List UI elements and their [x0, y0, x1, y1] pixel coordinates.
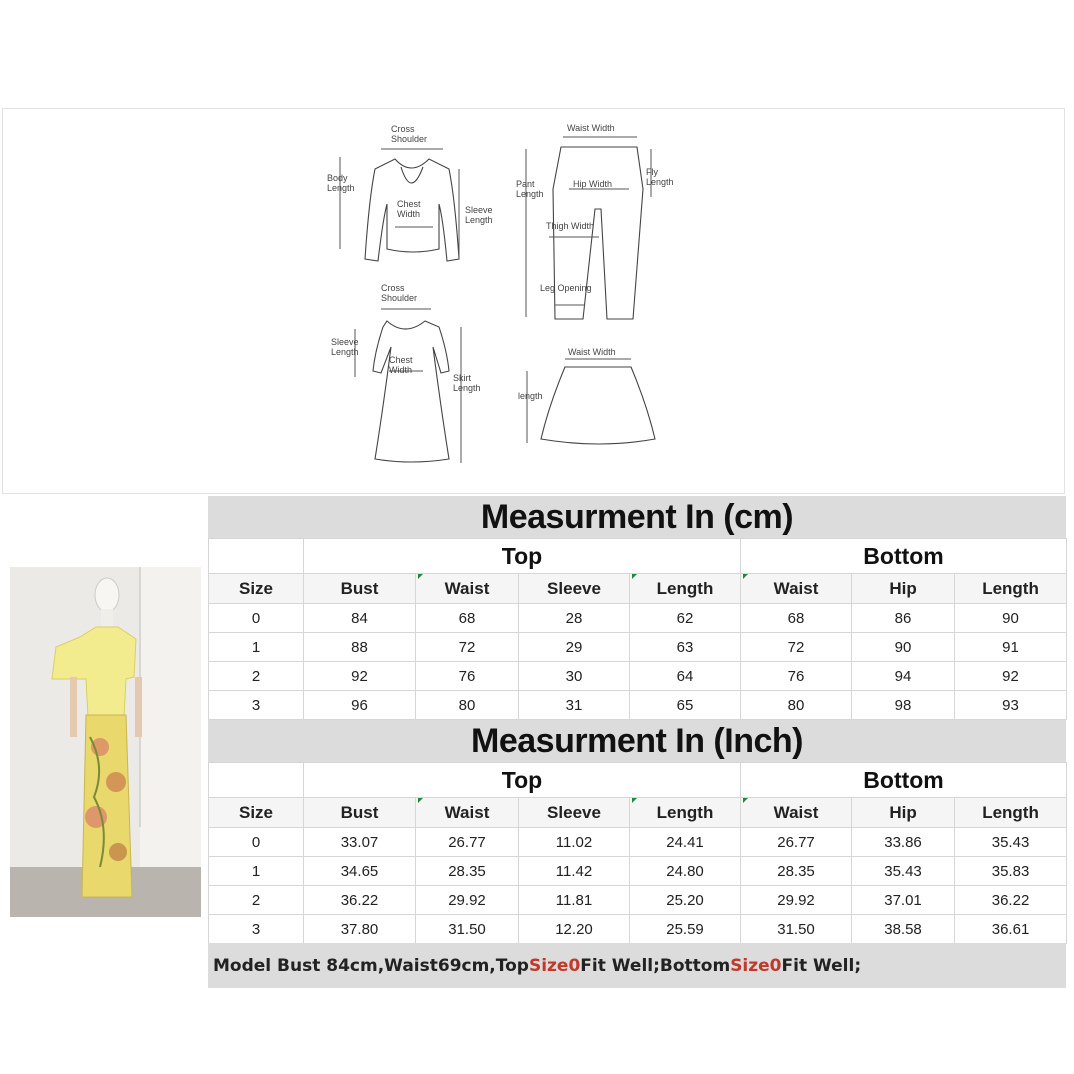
cm-group-bottom: Bottom [741, 539, 1067, 574]
table-cell: 72 [741, 633, 852, 662]
table-cell: 11.02 [519, 828, 630, 857]
table-cell: 31.50 [416, 915, 519, 944]
top-garment-diagram [327, 124, 493, 261]
pants-fly-length-label [646, 167, 674, 187]
inch-header-top-length-text: Length [656, 802, 714, 822]
table-cell: 68 [741, 604, 852, 633]
table-cell: 33.07 [304, 828, 416, 857]
cell-marker-icon [632, 798, 637, 803]
table-cell: 34.65 [304, 857, 416, 886]
table-cell: 62 [630, 604, 741, 633]
dress-diagram [331, 283, 481, 463]
inch-group-bottom: Bottom [741, 763, 1067, 798]
table-cell: 96 [304, 691, 416, 720]
table-cell: 65 [630, 691, 741, 720]
table-cell: 24.41 [630, 828, 741, 857]
table-cell: 29 [519, 633, 630, 662]
table-cell: 98 [852, 691, 955, 720]
table-cell: 3 [209, 691, 304, 720]
table-cell: 90 [852, 633, 955, 662]
table-cell: 93 [955, 691, 1067, 720]
table-cell: 25.59 [630, 915, 741, 944]
diagram-label-line: Fly [646, 167, 658, 177]
note-text-2: Fit Well;Bottom [580, 955, 731, 976]
diagram-label-line: Length [465, 215, 493, 225]
inch-table-title: Measurment In (Inch) [208, 720, 1066, 762]
diagram-label-line: Sleeve [465, 205, 493, 215]
table-cell: 2 [209, 886, 304, 915]
measurement-diagram-panel [2, 108, 1065, 494]
top-cross-shoulder-text [391, 124, 427, 144]
inch-header-top-waist [416, 798, 519, 828]
diagram-label-line: Width [389, 365, 413, 375]
table-cell: 24.80 [630, 857, 741, 886]
diagram-label-line: Shoulder [391, 134, 428, 144]
table-row [209, 828, 1067, 857]
table-cell: 35.43 [852, 857, 955, 886]
mannequin-illustration [10, 567, 201, 917]
cm-header-size: Size [209, 574, 304, 604]
table-cell: 38.58 [852, 915, 955, 944]
pants-length-label [516, 179, 544, 199]
diagram-label-line: Length [331, 347, 359, 357]
table-cell: 36.61 [955, 915, 1067, 944]
inch-header-top-length [630, 798, 741, 828]
table-cell: 1 [209, 633, 304, 662]
table-cell: 64 [630, 662, 741, 691]
cm-header-sleeve: Sleeve [519, 574, 630, 604]
diagram-label-line: Pant [516, 179, 535, 189]
pants-leg-opening-label: Leg Opening [540, 283, 592, 293]
table-cell: 25.20 [630, 886, 741, 915]
pants-thigh-width-label: Thigh Width [546, 221, 595, 231]
table-cell: 68 [416, 604, 519, 633]
top-cross-shoulder-label [391, 124, 427, 144]
table-cell: 12.20 [519, 915, 630, 944]
top-chest-width-label [397, 199, 421, 219]
diagram-label-line: Chest [389, 355, 413, 365]
dress-chest-width-label [389, 355, 413, 375]
note-text-1: Model Bust 84cm,Waist69cm,Top [213, 955, 529, 976]
diagram-label-line: Body [327, 173, 348, 183]
cm-group-top: Top [304, 539, 741, 574]
note-top-size: Size0 [528, 955, 581, 976]
diagram-label-line: Shoulder [381, 293, 418, 303]
table-cell: 86 [852, 604, 955, 633]
cm-header-top-waist-text: Waist [444, 578, 490, 598]
dress-sleeve-length-label [331, 337, 359, 357]
table-cell: 33.86 [852, 828, 955, 857]
diagram-label-line: Cross [381, 283, 405, 293]
diagram-label-line: Sleeve [331, 337, 359, 347]
cm-header-top-length-text: Length [656, 578, 714, 598]
diagram-label-line: Width [397, 209, 421, 219]
table-cell: 30 [519, 662, 630, 691]
inch-header-bust: Bust [304, 798, 416, 828]
inch-group-row [209, 763, 1067, 798]
cm-header-bottom-length: Length [955, 574, 1067, 604]
table-row [209, 886, 1067, 915]
pants-hip-width-label: Hip Width [573, 179, 613, 189]
diagram-label-line: Skirt [453, 373, 471, 383]
pants-waist-width-label: Waist Width [567, 123, 615, 133]
table-row [209, 915, 1067, 944]
table-row [209, 857, 1067, 886]
inch-header-bottom-length: Length [955, 798, 1067, 828]
table-cell: 3 [209, 915, 304, 944]
note-text-3: Fit Well; [781, 955, 862, 976]
dress-skirt-length-label [453, 373, 481, 393]
diagram-label-line: Length [646, 177, 674, 187]
table-cell: 76 [741, 662, 852, 691]
cm-header-bottom-waist-text: Waist [773, 578, 819, 598]
diagram-label-line: Length [516, 189, 544, 199]
table-cell: 28 [519, 604, 630, 633]
cm-table [208, 538, 1067, 720]
inch-header-bottom-waist [741, 798, 852, 828]
table-cell: 26.77 [416, 828, 519, 857]
table-cell: 84 [304, 604, 416, 633]
table-cell: 80 [741, 691, 852, 720]
table-cell: 31.50 [741, 915, 852, 944]
table-row [209, 691, 1067, 720]
table-cell: 0 [209, 828, 304, 857]
table-cell: 36.22 [304, 886, 416, 915]
cm-group-row [209, 539, 1067, 574]
table-cell: 11.81 [519, 886, 630, 915]
model-fit-note [208, 943, 1066, 988]
model-photo [10, 567, 201, 917]
cm-header-bottom-waist [741, 574, 852, 604]
inch-header-bottom-waist-text: Waist [773, 802, 819, 822]
cm-header-row [209, 574, 1067, 604]
table-cell: 72 [416, 633, 519, 662]
cm-header-top-waist [416, 574, 519, 604]
table-cell: 91 [955, 633, 1067, 662]
cm-table-title: Measurment In (cm) [208, 496, 1066, 538]
table-cell: 92 [304, 662, 416, 691]
skirt-waist-width-label: Waist Width [568, 347, 616, 357]
diagram-label-line: Chest [397, 199, 421, 209]
pants-diagram [516, 123, 674, 319]
inch-header-sleeve: Sleeve [519, 798, 630, 828]
cell-marker-icon [743, 798, 748, 803]
table-row [209, 662, 1067, 691]
table-row [209, 633, 1067, 662]
top-body-length-label [327, 173, 355, 193]
diagram-label-line: Length [453, 383, 481, 393]
inch-group-empty [209, 763, 304, 798]
table-cell: 94 [852, 662, 955, 691]
table-cell: 90 [955, 604, 1067, 633]
inch-header-row [209, 798, 1067, 828]
table-cell: 37.01 [852, 886, 955, 915]
table-cell: 37.80 [304, 915, 416, 944]
table-cell: 11.42 [519, 857, 630, 886]
cell-marker-icon [418, 798, 423, 803]
inch-header-hip: Hip [852, 798, 955, 828]
note-bottom-size: Size0 [730, 955, 782, 976]
diagram-label-line: Cross [391, 124, 415, 134]
table-cell: 36.22 [955, 886, 1067, 915]
cm-group-empty [209, 539, 304, 574]
cm-header-bust: Bust [304, 574, 416, 604]
inch-group-top: Top [304, 763, 741, 798]
inch-header-size: Size [209, 798, 304, 828]
top-sleeve-length-label [465, 205, 493, 225]
table-cell: 31 [519, 691, 630, 720]
table-cell: 35.83 [955, 857, 1067, 886]
diagram-label-line: Length [327, 183, 355, 193]
table-cell: 26.77 [741, 828, 852, 857]
cm-header-top-length [630, 574, 741, 604]
table-cell: 2 [209, 662, 304, 691]
table-cell: 28.35 [416, 857, 519, 886]
inch-table [208, 762, 1067, 944]
table-cell: 0 [209, 604, 304, 633]
table-cell: 29.92 [741, 886, 852, 915]
table-cell: 29.92 [416, 886, 519, 915]
table-cell: 88 [304, 633, 416, 662]
table-cell: 28.35 [741, 857, 852, 886]
table-cell: 1 [209, 857, 304, 886]
cell-marker-icon [632, 574, 637, 579]
skirt-diagram [518, 347, 655, 444]
table-cell: 92 [955, 662, 1067, 691]
table-cell: 63 [630, 633, 741, 662]
measurement-diagrams [3, 109, 1066, 495]
table-cell: 35.43 [955, 828, 1067, 857]
table-cell: 76 [416, 662, 519, 691]
cm-header-hip: Hip [852, 574, 955, 604]
size-chart [208, 496, 1066, 944]
cell-marker-icon [743, 574, 748, 579]
table-cell: 80 [416, 691, 519, 720]
table-row [209, 604, 1067, 633]
cell-marker-icon [418, 574, 423, 579]
skirt-length-label: length [518, 391, 543, 401]
dress-cross-shoulder-label [381, 283, 417, 303]
inch-header-top-waist-text: Waist [444, 802, 490, 822]
